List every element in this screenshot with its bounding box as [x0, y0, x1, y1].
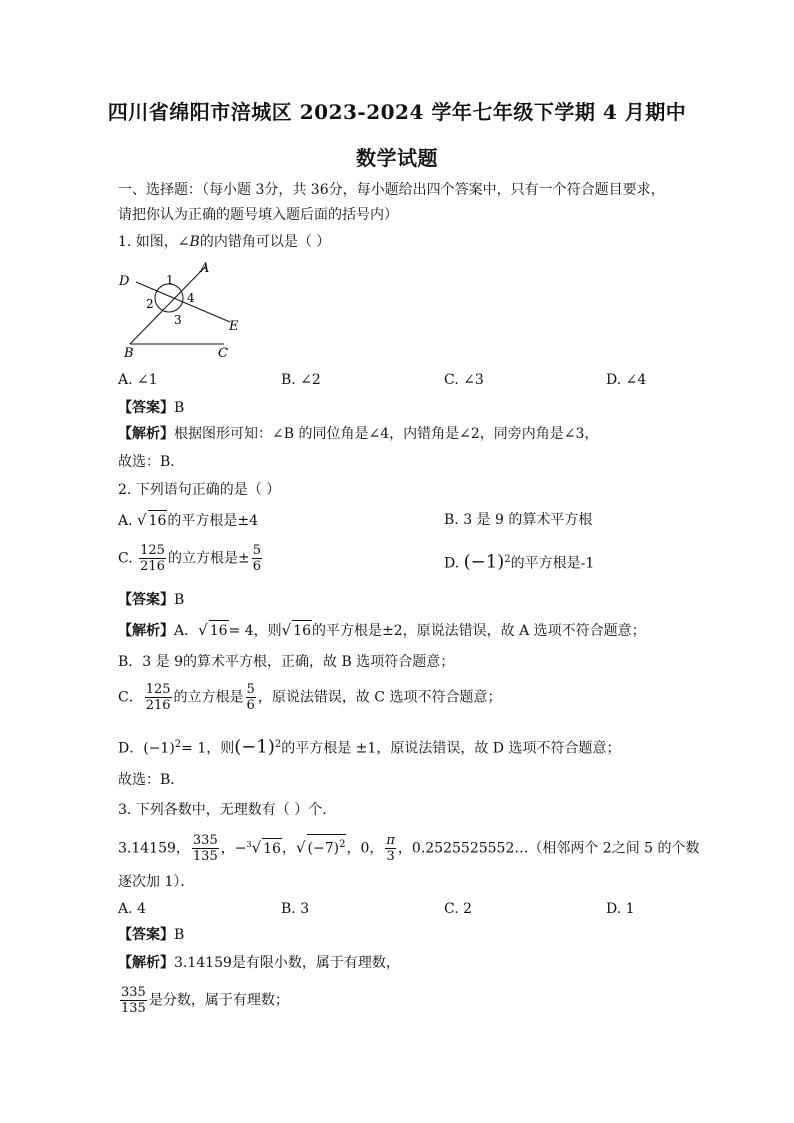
- fraction: [385, 833, 396, 864]
- q2-option-d-label: D.: [444, 555, 460, 572]
- section-heading-line2: 请把你认为正确的题号填入题后面的括号内）: [118, 207, 398, 223]
- analysis-text: C．: [118, 689, 143, 706]
- q3-numbers-line: [118, 833, 700, 864]
- q3-answer: [118, 925, 184, 945]
- doc-title-line2: 数学试题: [356, 146, 438, 170]
- q1-option-d: D. ∠4: [606, 372, 647, 388]
- fraction-denominator: 3: [386, 849, 395, 864]
- fraction: [192, 833, 219, 864]
- q2-analysis-tag: 【解析】: [118, 623, 174, 639]
- sqrt-sign: √: [281, 621, 292, 639]
- analysis-text: = 4，则: [228, 623, 282, 639]
- q2-answer-tag: 【答案】: [118, 592, 174, 608]
- q1-stem-suffix: 的内错角可以是（ ）: [199, 234, 331, 250]
- fraction-numerator: 335: [192, 833, 218, 848]
- fraction-numerator: 125: [140, 543, 165, 558]
- q1-stem-prefix: 1. 如图，∠: [118, 234, 190, 250]
- q1-option-a: A. ∠1: [118, 372, 158, 388]
- fraction: [246, 682, 256, 713]
- q3-option-d: D. 1: [606, 901, 635, 917]
- q3-option-a: A. 4: [118, 901, 146, 917]
- q3-stem: 3. 下列各数中，无理数有（ ）个．: [118, 802, 337, 818]
- exponent: 2: [339, 838, 346, 850]
- sqrt-sign: √: [137, 511, 147, 529]
- q1-analysis-line2: 故选：B．: [118, 454, 185, 470]
- q3-option-b: B. 3: [281, 901, 310, 917]
- q1-option-c: C. ∠3: [444, 372, 484, 388]
- q1-option-b: B. ∠2: [281, 372, 321, 388]
- q1-analysis-text: 根据图形可知：∠B 的同位角是∠4，内错角是∠2，同旁内角是∠3，: [174, 426, 599, 442]
- sqrt-sign: √: [198, 621, 208, 639]
- number-item: ，0，: [346, 840, 384, 857]
- q2-option-c-label: C.: [118, 550, 133, 567]
- q2-option-a-text: 的平方根是±4: [167, 513, 259, 529]
- q2-option-a-label: A.: [118, 513, 133, 529]
- label-E: E: [229, 319, 239, 334]
- q3-answer-tag: 【答案】: [118, 927, 174, 943]
- q2-option-d: [444, 550, 594, 574]
- q1-stem: [118, 232, 330, 252]
- q3-line2: 逐次加 1）．: [118, 874, 195, 890]
- label-4: 4: [187, 291, 195, 305]
- label-B: B: [124, 346, 134, 361]
- number-item: ，0.2525525552…（相邻两个 2之间 5 的个数: [397, 840, 700, 857]
- q2-option-a: [118, 510, 258, 531]
- q2-stem: 2. 下列语句正确的是（ ）: [118, 482, 281, 498]
- q2-option-b: B. 3 是 9 的算术平方根: [444, 512, 593, 528]
- q2-analysis-a: [118, 620, 646, 641]
- label-3: 3: [174, 313, 182, 327]
- q3-option-c: C. 2: [444, 901, 473, 917]
- fraction-numerator: 5: [252, 543, 261, 558]
- q2-answer: [118, 590, 184, 610]
- number-item: ，−: [220, 840, 247, 857]
- analysis-text: 的平方根是±2，原说法错误，故 A 选项不符合题意；: [312, 623, 646, 639]
- fraction: [145, 682, 172, 713]
- radicand: [307, 834, 347, 859]
- angle-circle: [155, 284, 183, 312]
- fraction-numerator: π: [386, 833, 395, 848]
- label-1: 1: [166, 273, 174, 287]
- q2-analysis-c: [118, 682, 501, 713]
- q2-option-c: [118, 543, 264, 574]
- fraction-denominator: 216: [145, 698, 171, 713]
- analysis-text: (−1): [234, 736, 275, 758]
- q1-answer-value: B: [174, 400, 185, 416]
- label-D: D: [119, 274, 130, 289]
- label-C: C: [218, 346, 228, 361]
- number-item: 3.14159，: [118, 840, 190, 857]
- q2-conclusion: 故选：B．: [118, 772, 185, 788]
- analysis-text: 的平方根是 ±1，原说法错误，故 D 选项不符合题意；: [281, 740, 621, 757]
- q2-option-c-text: 的立方根是±: [167, 550, 250, 567]
- fraction: [139, 543, 166, 574]
- label-2: 2: [146, 297, 154, 311]
- fraction: [120, 985, 147, 1016]
- fraction-denominator: 6: [252, 559, 261, 574]
- q1-stem-var: B: [189, 234, 200, 250]
- radicand: 16: [292, 620, 312, 641]
- q2-analysis-d: [118, 735, 620, 759]
- fraction-denominator: 135: [121, 1001, 146, 1016]
- q2-option-a-radicand: 16: [148, 510, 168, 531]
- q3-analysis-line2: [118, 985, 289, 1016]
- radicand-base: (−7): [307, 840, 340, 857]
- fraction-numerator: 335: [121, 985, 146, 1000]
- exponent: 2: [504, 554, 511, 565]
- analysis-text: A．: [174, 623, 199, 639]
- section-heading-line1: 一、选择题：（每小题 3分，共 36分，每小题给出四个答案中，只有一个符合题目要求，: [118, 182, 665, 198]
- radicand: 16: [209, 620, 229, 641]
- root-index: 3: [246, 839, 252, 849]
- fraction-denominator: 135: [192, 849, 218, 864]
- q2-option-d-base: (−1): [463, 551, 505, 573]
- analysis-text: 3.14159是有限小数，属于有理数，: [174, 955, 400, 971]
- q2-option-d-text: 的平方根是-1: [510, 555, 595, 572]
- q1-analysis-line1: [118, 424, 598, 444]
- fraction-denominator: 216: [140, 559, 165, 574]
- q1-answer: [118, 398, 184, 418]
- sqrt-sign: √: [295, 838, 306, 857]
- fraction: [252, 543, 262, 574]
- fraction-numerator: 5: [246, 682, 255, 697]
- label-A: A: [200, 261, 210, 276]
- exponent: 2: [274, 739, 282, 750]
- q2-answer-value: B: [174, 592, 185, 608]
- q3-answer-value: B: [174, 927, 185, 943]
- analysis-text: ，原说法错误，故 C 选项不符合题意；: [257, 689, 502, 706]
- fraction-numerator: 125: [145, 682, 171, 697]
- exponent: 2: [174, 739, 182, 750]
- q1-geometry-figure: [112, 258, 262, 366]
- q1-analysis-tag: 【解析】: [118, 426, 174, 442]
- analysis-text: 的立方根是: [173, 689, 244, 706]
- q1-answer-tag: 【答案】: [118, 400, 174, 416]
- fraction-denominator: 6: [246, 698, 255, 713]
- q2-analysis-b: B．3 是 9的算术平方根，正确，故 B 选项符合题意；: [118, 654, 455, 670]
- q3-analysis-line1: [118, 953, 400, 973]
- q3-analysis-tag: 【解析】: [118, 955, 174, 971]
- cbrt-sign: √: [251, 838, 262, 857]
- analysis-text: = 1，则: [181, 740, 235, 757]
- radicand: 16: [262, 838, 282, 859]
- number-item: ，: [281, 840, 296, 857]
- doc-title-line1: 四川省绵阳市涪城区 2023-2024 学年七年级下学期 4 月期中: [107, 100, 687, 124]
- analysis-text: D．(−1): [118, 740, 175, 757]
- analysis-text: 是分数，属于有理数；: [148, 992, 289, 1009]
